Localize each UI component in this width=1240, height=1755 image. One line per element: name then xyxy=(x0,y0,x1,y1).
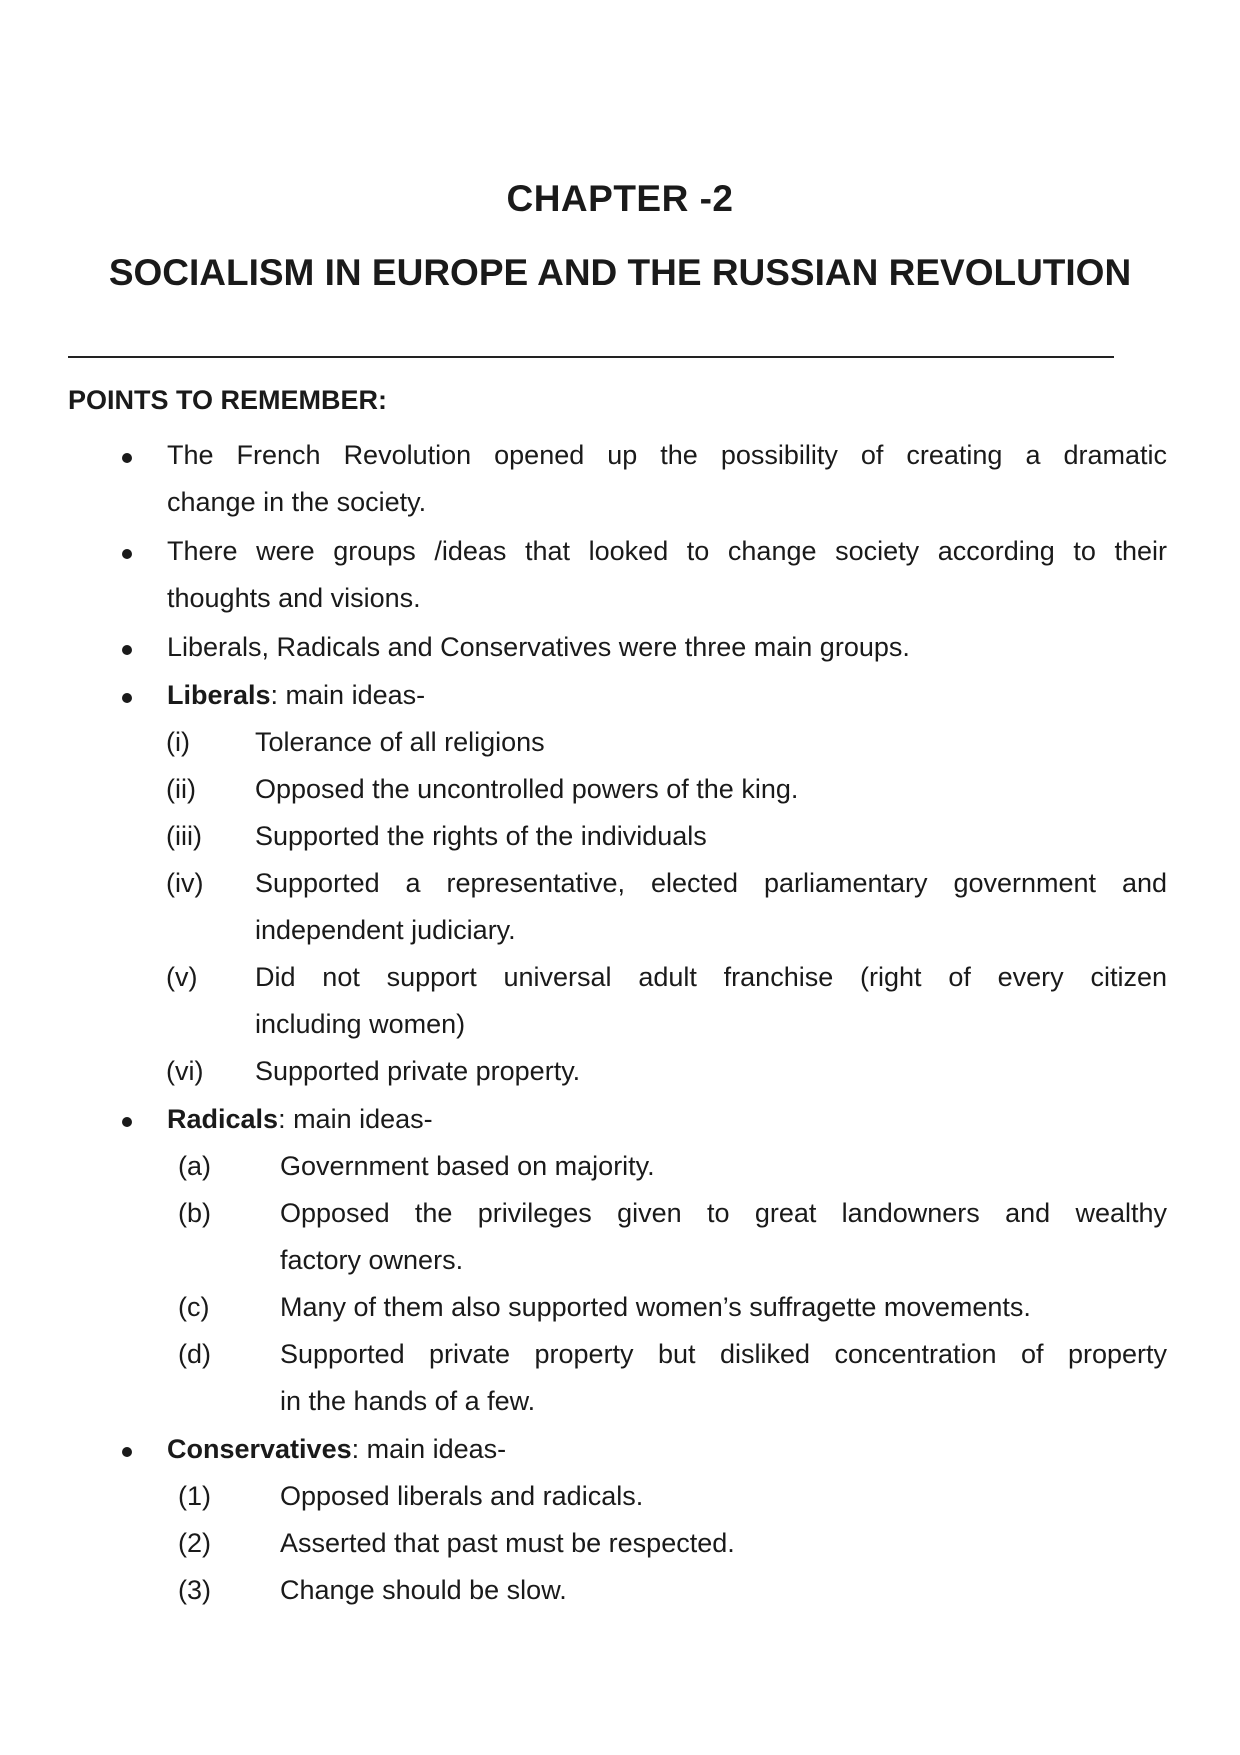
list-marker: (i) xyxy=(166,727,190,757)
group-heading-rest: : main ideas- xyxy=(270,680,426,710)
list-marker: (1) xyxy=(178,1481,211,1511)
group-heading-radicals xyxy=(167,1104,433,1135)
list-marker: (d) xyxy=(178,1339,211,1369)
list-item-text: Government based on majority. xyxy=(280,1151,655,1181)
list-item-text: Change should be slow. xyxy=(280,1575,567,1605)
group-term: Liberals xyxy=(167,680,271,710)
list-item-text: Asserted that past must be respected. xyxy=(280,1528,735,1558)
point-text: The French Revolution opened up the possibility of creating a dramatic xyxy=(167,440,1167,470)
group-term: Radicals xyxy=(167,1104,279,1134)
list-marker: (b) xyxy=(178,1198,211,1228)
point-text: There were groups /ideas that looked to change society according to their xyxy=(167,536,1167,566)
list-item-text: in the hands of a few. xyxy=(280,1386,536,1416)
section-heading: POINTS TO REMEMBER: xyxy=(68,385,388,415)
point-text: thoughts and visions. xyxy=(167,583,421,613)
group-heading-rest: : main ideas- xyxy=(278,1104,433,1134)
point-text: change in the society. xyxy=(167,487,427,517)
list-item-text: independent judiciary. xyxy=(255,915,516,945)
list-item-text: Opposed the uncontrolled powers of the king. xyxy=(255,774,799,804)
list-item-text: Supported private property. xyxy=(255,1056,581,1086)
list-marker: (ii) xyxy=(166,774,196,804)
list-marker: (iii) xyxy=(166,821,202,851)
list-item-text: Many of them also supported women’s suffragette movements. xyxy=(280,1292,1031,1322)
list-item-text: Supported the rights of the individuals xyxy=(255,821,707,851)
list-item-text: factory owners. xyxy=(280,1245,464,1275)
list-marker: (3) xyxy=(178,1575,211,1605)
list-item-text: Opposed liberals and radicals. xyxy=(280,1481,644,1511)
point-text: Liberals, Radicals and Conservatives were three main groups. xyxy=(167,632,910,662)
list-item-text: including women) xyxy=(255,1009,466,1039)
group-heading-conservatives xyxy=(167,1434,506,1465)
bullet-icon xyxy=(122,645,132,655)
group-heading-rest: : main ideas- xyxy=(351,1434,507,1464)
list-marker: (iv) xyxy=(166,868,204,898)
bullet-icon xyxy=(122,1117,132,1127)
group-term: Conservatives xyxy=(167,1434,352,1464)
list-item-text: Supported a representative, elected parliamentary government and xyxy=(255,868,1167,898)
horizontal-rule xyxy=(68,356,1114,358)
bullet-icon xyxy=(122,693,132,703)
bullet-icon xyxy=(122,453,132,463)
bullet-icon xyxy=(122,549,132,559)
bullet-icon xyxy=(122,1447,132,1457)
group-heading-liberals xyxy=(167,680,425,711)
chapter-title: SOCIALISM IN EUROPE AND THE RUSSIAN REVOLUTION xyxy=(108,252,1132,293)
list-item-text: Opposed the privileges given to great landowners and wealthy xyxy=(280,1198,1167,1228)
chapter-number: CHAPTER -2 xyxy=(506,178,734,219)
list-item-text: Supported private property but disliked concentration of property xyxy=(280,1339,1167,1369)
list-marker: (vi) xyxy=(166,1056,204,1086)
list-marker: (c) xyxy=(178,1292,210,1322)
list-item-text: Tolerance of all religions xyxy=(255,727,545,757)
list-marker: (a) xyxy=(178,1151,211,1181)
list-marker: (2) xyxy=(178,1528,211,1558)
list-marker: (v) xyxy=(166,962,198,992)
list-item-text: Did not support universal adult franchise (right of every citizen xyxy=(255,962,1167,992)
